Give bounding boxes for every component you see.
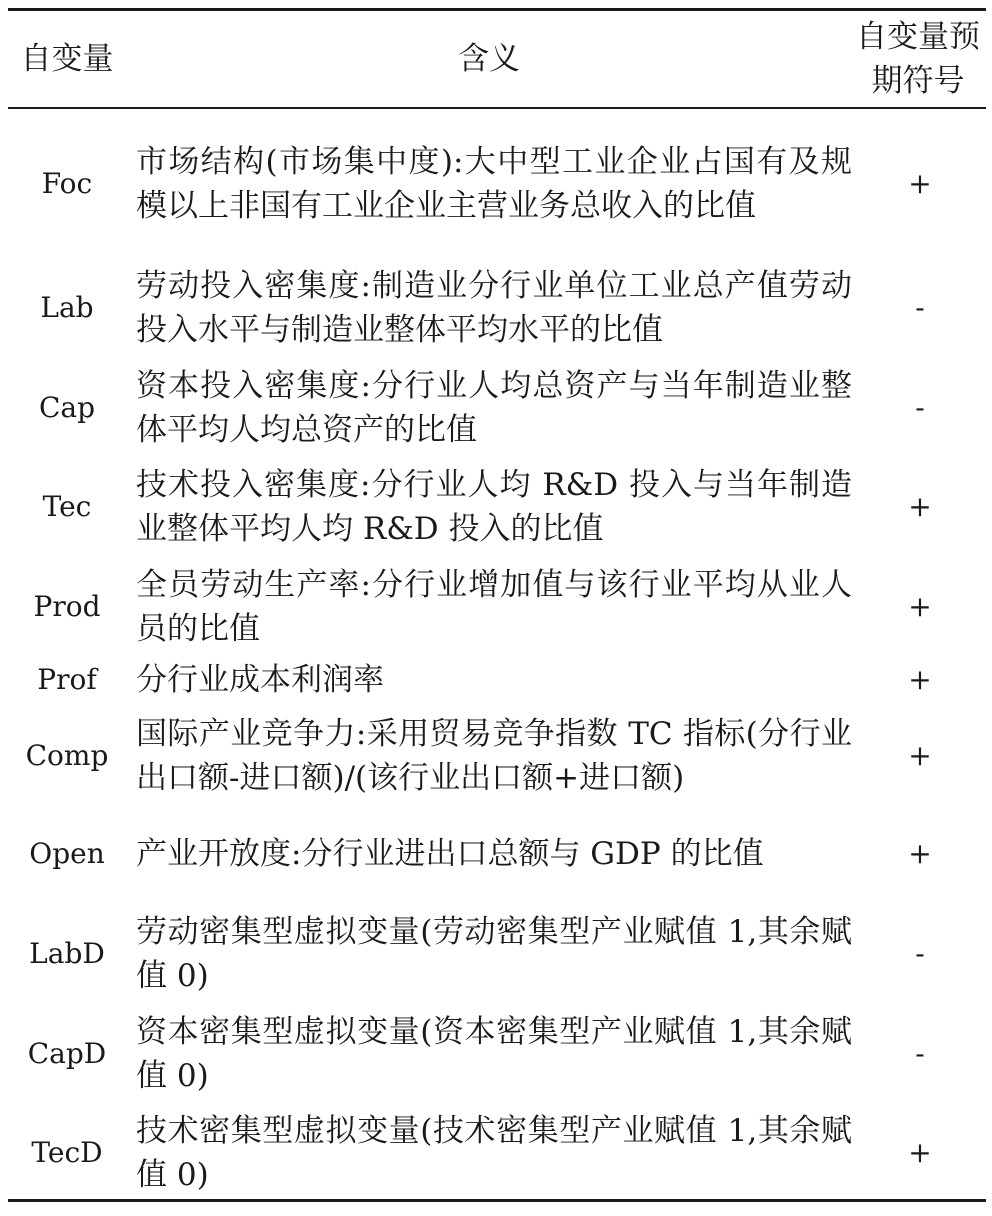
- row-expected-sign: -: [915, 937, 925, 970]
- table-row: [8, 712, 986, 800]
- header-expected-sign: [848, 15, 988, 103]
- table-row: [8, 658, 986, 702]
- table-top-rule: [8, 8, 986, 11]
- row-variable: Prof: [37, 663, 97, 696]
- row-expected-sign: +: [908, 590, 932, 623]
- header-expected-sign-line1: 自变量预: [856, 19, 980, 55]
- table-row: [8, 563, 986, 651]
- row-variable: Prod: [33, 590, 101, 623]
- row-meaning: 资本投入密集度:分行业人均总资产与当年制造业整体平均人均总资产的比值: [136, 368, 852, 448]
- row-meaning: 全员劳动生产率:分行业增加值与该行业平均从业人员的比值: [136, 567, 852, 647]
- row-meaning: 资本密集型虚拟变量(资本密集型产业赋值 1,其余赋值 0): [136, 1014, 852, 1094]
- row-meaning: 劳动投入密集度:制造业分行业单位工业总产值劳动投入水平与制造业整体平均水平的比值: [136, 268, 852, 348]
- table-row: [8, 1010, 986, 1098]
- row-variable: CapD: [27, 1037, 107, 1070]
- row-expected-sign: +: [908, 837, 932, 870]
- row-expected-sign: -: [915, 1037, 925, 1070]
- row-expected-sign: +: [908, 1136, 932, 1169]
- row-expected-sign: +: [908, 490, 932, 523]
- row-meaning: 市场结构(市场集中度):大中型工业企业占国有及规模以上非国有工业企业主营业务总收入的比值: [136, 144, 852, 224]
- table-row: [8, 118, 986, 250]
- row-meaning: 技术密集型虚拟变量(技术密集型产业赋值 1,其余赋值 0): [136, 1113, 852, 1193]
- row-variable: Tec: [42, 490, 92, 523]
- table-row: [8, 364, 986, 452]
- header-meaning: 含义: [458, 41, 520, 77]
- row-meaning: 技术投入密集度:分行业人均 R&D 投入与当年制造业整体平均人均 R&D 投入的比值: [136, 467, 852, 547]
- header-variable: 自变量: [20, 41, 114, 77]
- row-meaning: 国际产业竞争力:采用贸易竞争指数 TC 指标(分行业出口额-进口额)/(该行业出口额+进口额): [136, 716, 852, 796]
- row-variable: Lab: [40, 291, 94, 324]
- row-expected-sign: -: [915, 391, 925, 424]
- row-expected-sign: +: [908, 167, 932, 200]
- row-meaning: 劳动密集型虚拟变量(劳动密集型产业赋值 1,其余赋值 0): [136, 914, 852, 994]
- header-expected-sign-line2: 期符号: [871, 63, 965, 99]
- row-expected-sign: -: [915, 291, 925, 324]
- table-row: [8, 1109, 986, 1197]
- row-meaning: 产业开放度:分行业进出口总额与 GDP 的比值: [136, 836, 764, 872]
- row-variable: Open: [29, 837, 105, 870]
- row-meaning: 分行业成本利润率: [136, 662, 384, 698]
- table-bottom-rule: [8, 1199, 986, 1202]
- row-variable: Cap: [38, 391, 96, 424]
- table-header-rule: [8, 107, 986, 109]
- table-row: [8, 463, 986, 551]
- row-variable: LabD: [29, 937, 105, 970]
- row-expected-sign: +: [908, 739, 932, 772]
- row-expected-sign: +: [908, 663, 932, 696]
- table-row: [8, 910, 986, 998]
- table-row: [8, 264, 986, 352]
- table-row: [8, 832, 986, 876]
- row-variable: TecD: [31, 1136, 103, 1169]
- row-variable: Foc: [41, 167, 93, 200]
- row-variable: Comp: [25, 739, 109, 772]
